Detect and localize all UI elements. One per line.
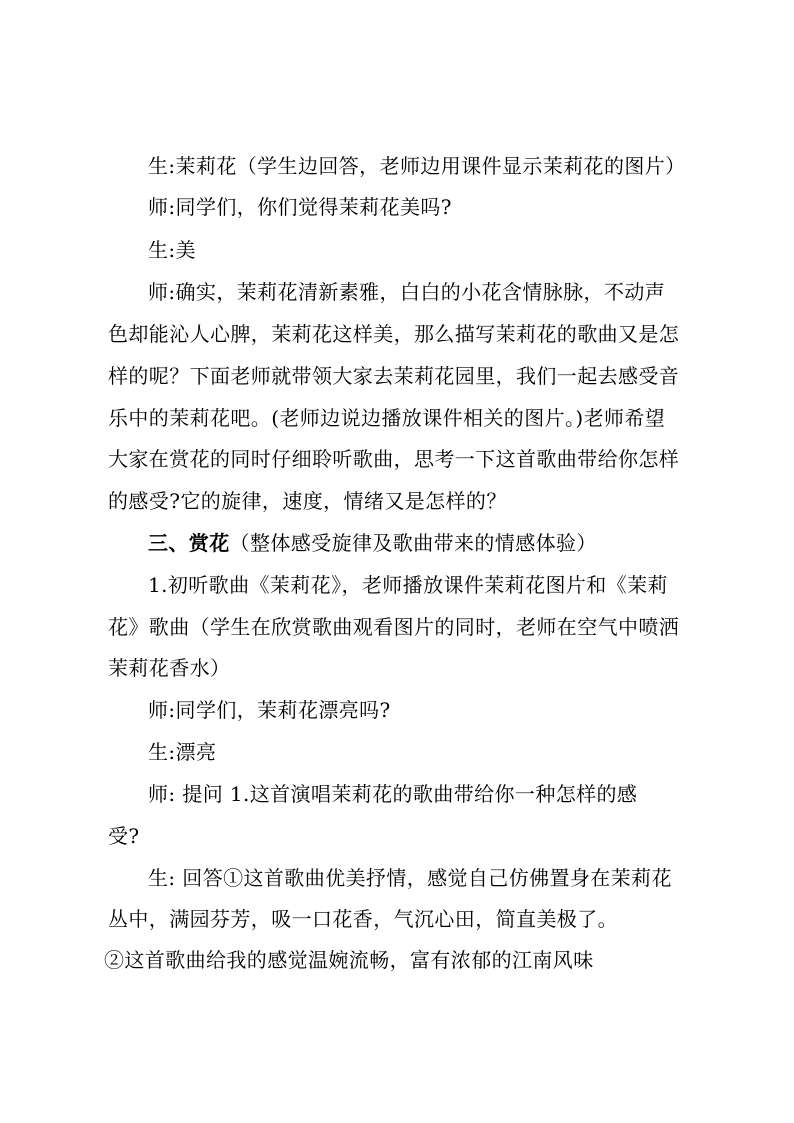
paragraph-line: 生: 回答①这首歌曲优美抒情，感觉自己仿佛置身在茉莉花 <box>148 866 672 890</box>
paragraph-line: ②这首歌曲给我的感觉温婉流畅，富有浓郁的江南风味 <box>104 948 594 972</box>
paragraph-line: 的感受?它的旋律，速度，情绪又是怎样的？ <box>108 489 507 513</box>
paragraph-line: 师:同学们，你们觉得茉莉花美吗? <box>148 195 452 219</box>
paragraph-line: 大家在赏花的同时仔细聆听歌曲，思考一下这首歌曲带给你怎样 <box>108 447 680 471</box>
paragraph-line: 样的呢？下面老师就带领大家去茉莉花园里，我们一起去感受音 <box>108 364 680 388</box>
section-heading: 三、赏花 <box>148 531 230 555</box>
paragraph-line: 师:同学们，茉莉花漂亮吗? <box>148 698 391 722</box>
paragraph-line: 受? <box>108 824 140 848</box>
section-heading-line <box>148 527 597 556</box>
paragraph-line: 生:美 <box>148 238 196 262</box>
paragraph-line: 乐中的茉莉花吧。(老师边说边播放课件相关的图片。)老师希望 <box>108 406 666 430</box>
paragraph-line: 花》歌曲（学生在欣赏歌曲观看图片的同时，老师在空气中喷洒 <box>108 615 680 639</box>
paragraph-line: 1.初听歌曲《茉莉花》，老师播放课件茉莉花图片和《茉莉 <box>148 573 668 597</box>
section-heading-note: （整体感受旋律及歌曲带来的情感体验） <box>229 531 597 555</box>
paragraph-line: 师: 提问 1.这首演唱茉莉花的歌曲带给你一种怎样的感 <box>148 782 638 806</box>
paragraph-line: 茉莉花香水） <box>108 656 231 680</box>
paragraph-line: 生:茉莉花（学生边回答，老师边用课件显示茉莉花的图片） <box>148 154 686 178</box>
paragraph-line: 师:确实，茉莉花清新素雅，白白的小花含情脉脉，不动声 <box>148 280 666 304</box>
paragraph-line: 色却能沁人心脾，茉莉花这样美，那么描写茉莉花的歌曲又是怎 <box>108 322 680 346</box>
paragraph-line: 丛中，满园芬芳，吸一口花香，气沉心田，简直美极了。 <box>108 907 618 931</box>
paragraph-line: 生:漂亮 <box>148 740 217 764</box>
